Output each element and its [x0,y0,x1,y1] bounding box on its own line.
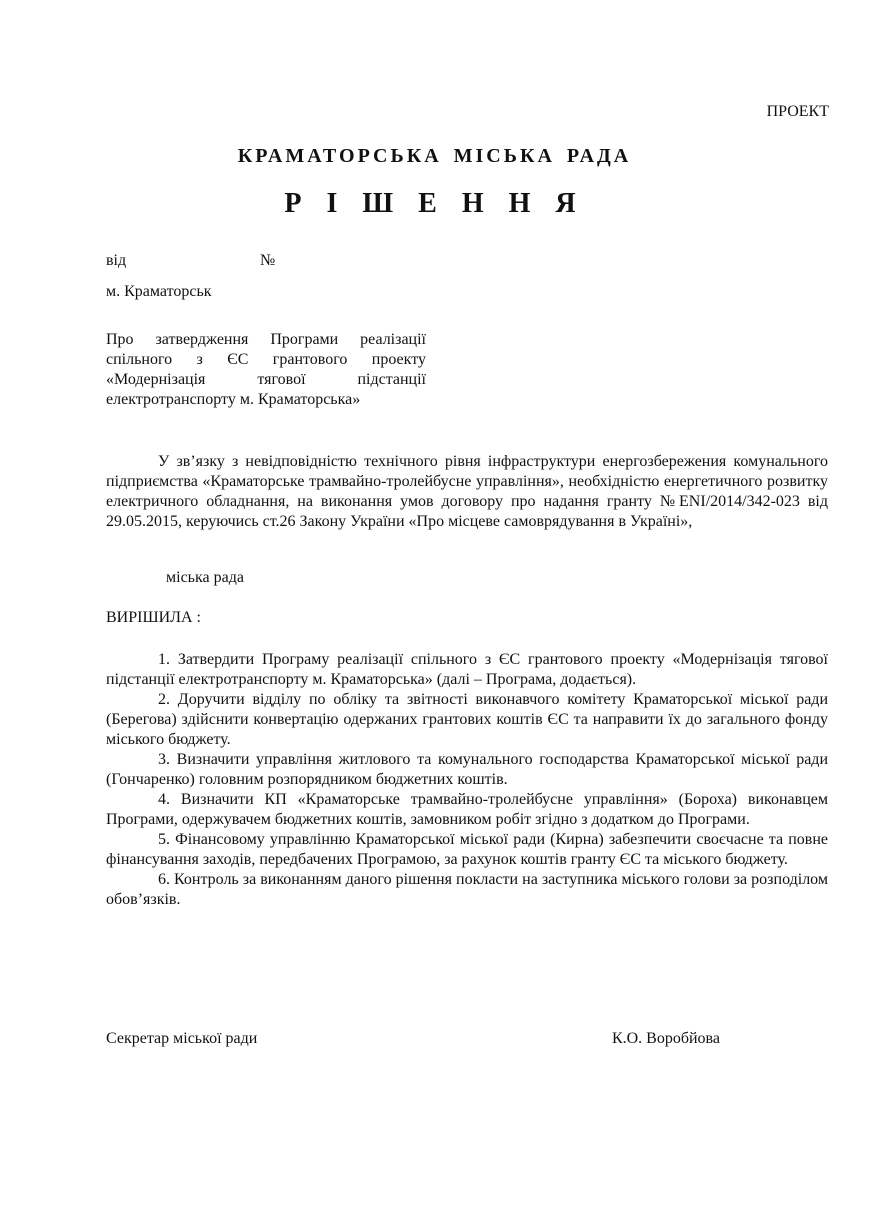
resolution-point-6: 6. Контроль за виконанням даного рішення покласти на заступника міського голови за розподілом обов’язків. [106,871,828,908]
council-name: КРАМАТОРСЬКА МІСЬКА РАДА [237,145,632,167]
resolution-point-3: 3. Визначити управління житлового та комунального господарства Краматорської міської ради (Гончаренко) головним розпорядником бюджетних коштів. [106,751,828,788]
signature-block [106,1030,720,1048]
council-word: міська рада [166,569,244,586]
resolution-point-2: 2. Доручити відділу по обліку та звітності виконавчого комітету Краматорської міської ради (Берегова) здійснити конвертацію одержаних грантових коштів ЄС та направити їх до загального фонду міського бюджету. [106,691,828,748]
city-name: м. Краматорськ [106,283,212,300]
date-label: від [106,252,127,269]
signatory-position: Секретар міської ради [106,1030,258,1047]
resolution-point-4: 4. Визначити КП «Краматорське трамвайно-тролейбусне управління» (Бороха) виконавцем Програми, одержувачем бюджетних коштів, замовником робіт згідно з додатком до Програми. [106,791,828,828]
resolved-label: ВИРІШИЛА : [106,609,201,626]
resolution-points [106,650,828,910]
project-label: ПРОЕКТ [766,103,829,120]
number-label: № [260,252,276,269]
signatory-name: К.О. Воробйова [611,1030,720,1047]
resolution-point-5: 5. Фінансовому управлінню Краматорської міської ради (Кирна) забезпечити своєчасне та повне фінансування заходів, передбачених Програмою, за рахунок коштів гранту ЄС та міського бюджету. [106,831,828,868]
decision-subject: Про затвердження Програми реалізації спільного з ЄС грантового проекту «Модернізація тягової підстанції електротранспорту м. Краматорська» [106,331,426,408]
date-line [106,252,276,270]
preamble-paragraph: У зв’язку з невідповідністю технічного рівня інфраструктури енергозбережения комунального підприємства «Краматорське трамвайно-тролейбусне управління», необхідністю енергетичного розвитку електричного обладнання, на виконання умов договору про надання гранту №ENI/2014/342-023 від 29.05.2015, керуючись ст.26 Закону України «Про місцеве самоврядування в Україні», [106,453,828,530]
resolution-point-1: 1. Затвердити Програму реалізації спільного з ЄС грантового проекту «Модернізація тягової підстанції електротранспорту м. Краматорська» (далі – Програма, додається). [106,651,828,688]
decision-title: Р І Ш Е Н Н Я [284,188,585,219]
